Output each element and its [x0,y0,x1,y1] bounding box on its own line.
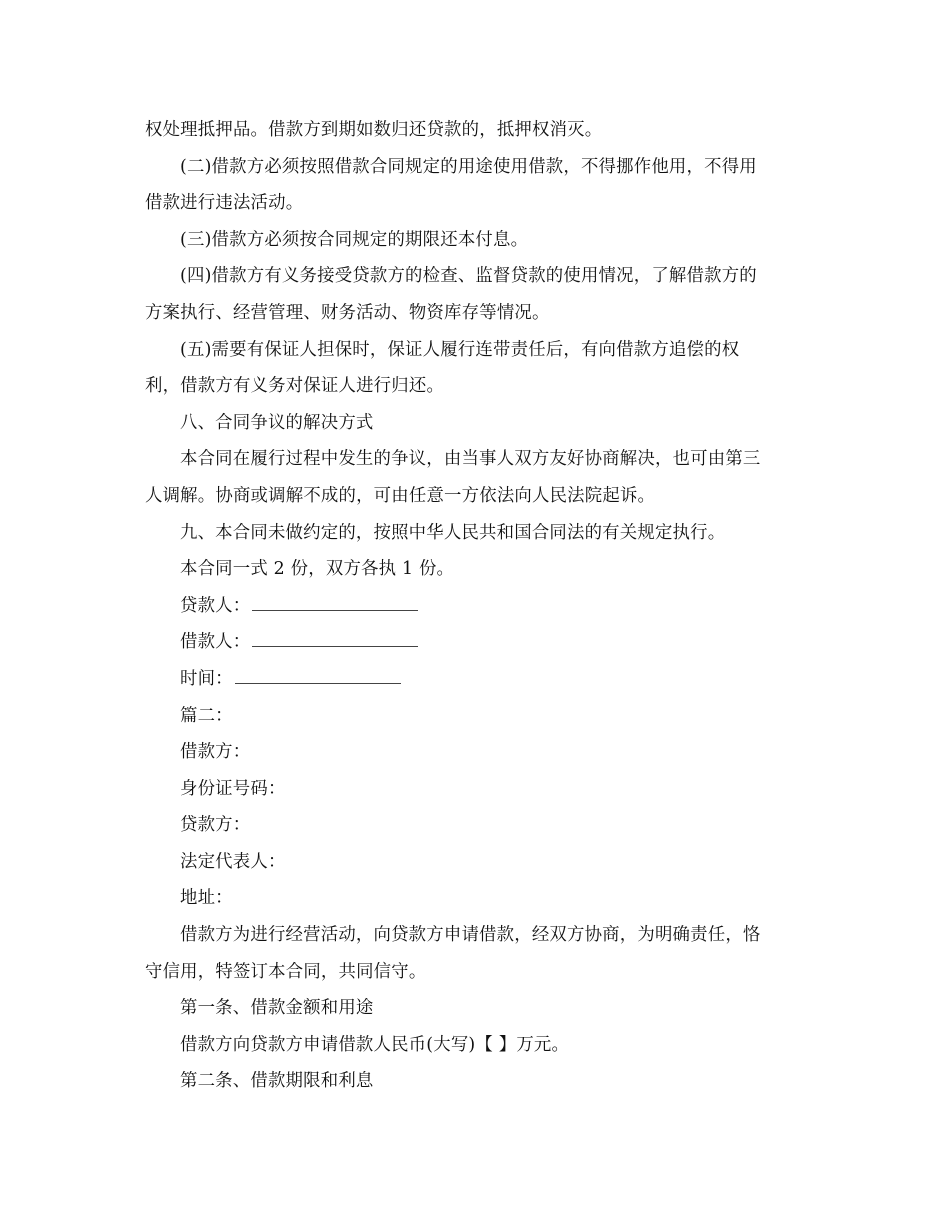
paragraph-line: 利，借款方有义务对保证人进行归还。 [145,376,445,397]
section-heading: 第二条、借款期限和利息 [180,1071,374,1092]
paragraph-line: 权处理抵押品。借款方到期如数归还贷款的，抵押权消灭。 [145,120,603,140]
document-body [145,112,805,1100]
borrower-signature-line [145,624,805,661]
lender-signature-line [145,588,805,625]
borrower-label: 借款人： [180,632,251,653]
field-label: 借款方： [180,742,251,763]
paragraph-line: (二)借款方必须按照借款合同规定的用途使用借款，不得挪作他用，不得用 [180,156,757,177]
field-label: 身份证号码： [180,778,286,799]
paragraph-line: 方案执行、经营管理、财务活动、物资库存等情况。 [145,302,550,323]
paragraph-line: (五)需要有保证人担保时，保证人履行连带责任后，有向借款方追偿的权 [180,339,740,360]
lender-blank[interactable] [252,596,418,611]
field-label: 贷款方： [180,815,251,836]
field-label: 地址： [180,888,233,909]
paragraph-line: 本合同在履行过程中发生的争议，由当事人双方友好协商解决，也可由第三 [180,449,761,470]
section-heading: 第一条、借款金额和用途 [180,998,374,1019]
paragraph-line: 借款进行违法活动。 [145,193,304,214]
borrower-blank[interactable] [252,632,418,647]
section-heading: 九、本合同未做约定的，按照中华人民共和国合同法的有关规定执行。 [180,522,726,543]
time-signature-line [145,661,805,698]
field-label: 法定代表人： [180,851,286,872]
paragraph-line: 借款方为进行经营活动，向贷款方申请借款，经双方协商，为明确责任，恪 [180,925,761,946]
section-heading: 篇二： [180,705,233,726]
paragraph-line: 人调解。协商或调解不成的，可由任意一方依法向人民法院起诉。 [145,485,656,506]
paragraph-line: (三)借款方必须按合同规定的期限还本付息。 [180,229,529,250]
paragraph-line: 守信用，特签订本合同，共同信守。 [145,961,427,982]
paragraph-line: 借款方向贷款方申请借款人民币(大写)【 】万元。 [180,1034,570,1055]
paragraph-line: 本合同一式 2 份，双方各执 1 份。 [180,559,455,580]
time-blank[interactable] [235,669,401,684]
section-heading: 八、合同争议的解决方式 [180,412,374,433]
lender-label: 贷款人： [180,595,251,616]
time-label: 时间： [180,668,233,689]
paragraph-line: (四)借款方有义务接受贷款方的检查、监督贷款的使用情况，了解借款方的 [180,266,757,287]
